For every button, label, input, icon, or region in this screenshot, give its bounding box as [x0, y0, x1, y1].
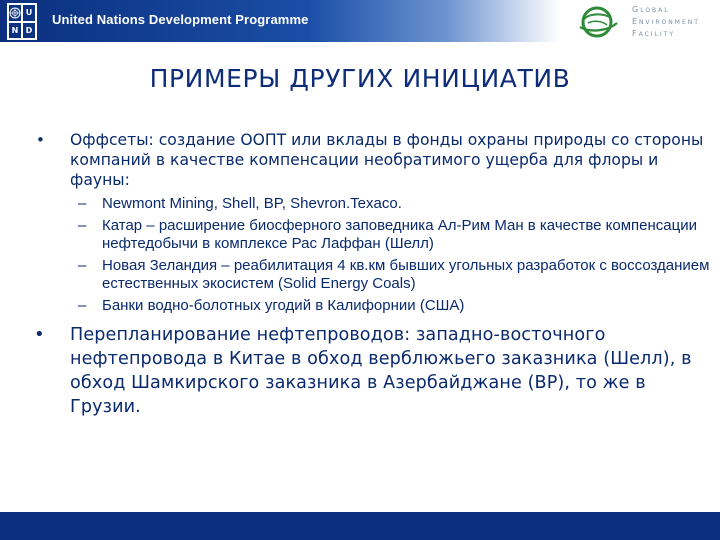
dash-marker: – — [78, 217, 87, 234]
slide-content — [34, 130, 714, 419]
gef-wordmark — [632, 4, 700, 40]
bullet-pipelines — [34, 323, 714, 419]
bullet-offsets — [34, 130, 714, 190]
sub-item-text: Newmont Mining, Shell, BP, Shevron.Texaco. — [102, 195, 402, 212]
gef-globe-icon — [578, 3, 618, 41]
slide-title: ПРИМЕРЫ ДРУГИХ ИНИЦИАТИВ — [149, 64, 571, 93]
gef-line-environment: Environment — [632, 17, 700, 26]
sub-item-text: Банки водно-болотных угодий в Калифорнии (США) — [102, 297, 465, 314]
undp-letter-u: U — [22, 4, 36, 22]
bullet-pipelines-text: Перепланирование нефтепроводов: западно-восточного нефтепровода в Китае в обход верблюжьего заказника (Шелл), в обход Шамкирского заказника в Азербайджане (ВР), то же в Грузии. — [70, 325, 692, 417]
bullet-marker: • — [36, 131, 45, 149]
sub-item — [72, 297, 714, 315]
sub-item-text: Новая Зеландия – реабилитация 4 кв.км бывших угольных разработок с воссозданием естественных экосистем (Solid Energy Coals) — [102, 257, 710, 292]
bullet-offsets-text: Оффсеты: создание ООПТ или вклады в фонды охраны природы со стороны компаний в качестве компенсации необратимого ущерба для флоры и фауны: — [70, 131, 704, 189]
sub-item — [72, 195, 714, 213]
sub-item — [72, 217, 714, 253]
dash-marker: – — [78, 257, 87, 274]
header — [0, 0, 720, 45]
undp-letter-n: N — [8, 22, 22, 40]
gef-line-facility: Facility — [632, 29, 676, 38]
sub-item-text: Катар – расширение биосферного заповедника Ал-Рим Ман в качестве компенсации нефтедобычи в комплексе Рас Лаффан (Шелл) — [102, 217, 697, 252]
sub-list — [34, 195, 714, 315]
header-band — [0, 0, 560, 42]
gef-line-global: Global — [632, 5, 670, 14]
undp-letter-d: D — [22, 22, 36, 40]
org-name: United Nations Development Programme — [52, 12, 309, 27]
sub-item — [72, 257, 714, 293]
dash-marker: – — [78, 195, 87, 212]
footer-band — [0, 512, 720, 540]
undp-logo — [7, 3, 37, 40]
un-emblem-icon — [8, 4, 22, 22]
dash-marker: – — [78, 297, 87, 314]
bullet-marker: • — [34, 324, 45, 345]
